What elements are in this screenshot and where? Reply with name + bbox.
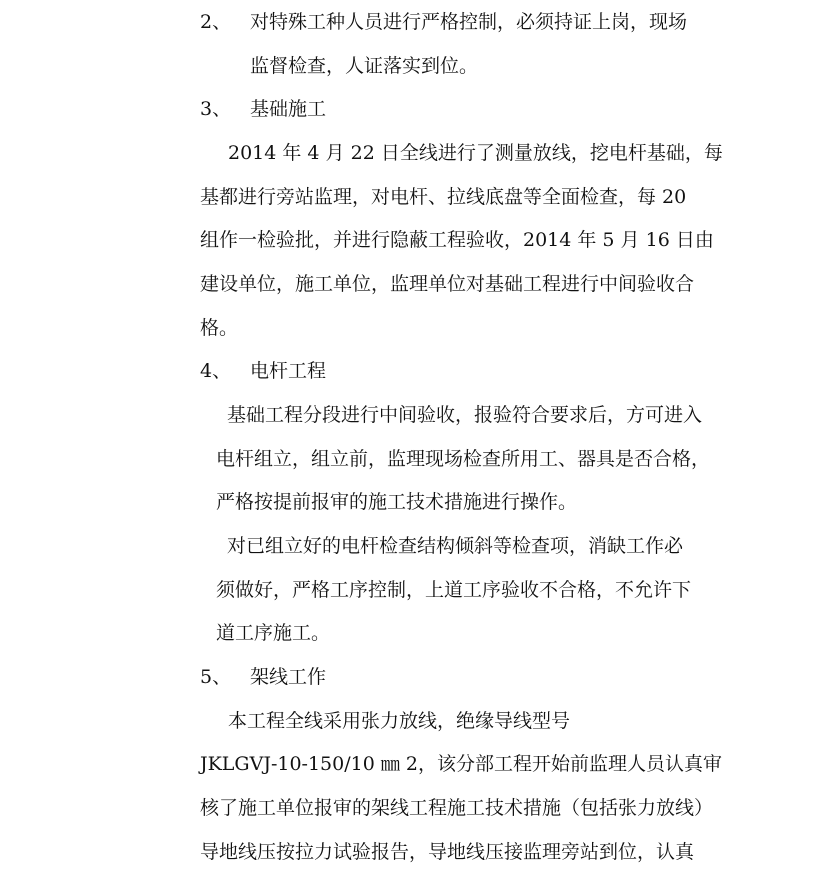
item-3-paragraph-line-3: 组作一检验批，并进行隐蔽工程验收，2014 年 5 月 16 日由	[200, 229, 714, 251]
item-3-heading: 基础施工	[250, 98, 327, 120]
item-3-number: 3、	[200, 98, 232, 120]
item-3-paragraph-line-5: 格。	[200, 317, 239, 339]
item-4-paragraph-2-line-3: 道工序施工。	[216, 622, 331, 644]
item-4-heading: 电杆工程	[250, 360, 327, 382]
item-5-paragraph-line-4: 导地线压按拉力试验报告，导地线压接监理旁站到位，认真	[200, 841, 695, 863]
item-4-paragraph-1-line-2: 电杆组立，组立前，监理现场检查所用工、器具是否合格，	[216, 448, 711, 470]
item-3-paragraph-line-1: 2014 年 4 月 22 日全线进行了测量放线，挖电杆基础，每	[228, 142, 723, 164]
item-4-paragraph-1-line-1: 基础工程分段进行中间验收，报验符合要求后，方可进入	[227, 404, 703, 426]
item-2-line-1: 对特殊工种人员进行严格控制，必须持证上岗，现场	[250, 11, 688, 33]
item-5-heading: 架线工作	[250, 666, 327, 688]
item-3-paragraph-line-2: 基都进行旁站监理，对电杆、拉线底盘等全面检查，每 20	[200, 186, 687, 208]
item-5-number: 5、	[200, 666, 232, 688]
item-3-paragraph-line-4: 建设单位，施工单位，监理单位对基础工程进行中间验收合	[200, 273, 695, 295]
item-2-line-2: 监督检查，人证落实到位。	[250, 55, 479, 77]
item-2-number: 2、	[200, 11, 232, 33]
item-4-number: 4、	[200, 360, 232, 382]
item-5-paragraph-line-2: JKLGVJ-10-150/10 ㎜ 2，该分部工程开始前监理人员认真审	[200, 753, 722, 775]
item-4-paragraph-2-line-2: 须做好，严格工序控制，上道工序验收不合格，不允许下	[216, 579, 692, 601]
item-5-paragraph-line-3: 核了施工单位报审的架线工程施工技术措施（包括张力放线）	[200, 797, 714, 819]
item-4-paragraph-2-line-1: 对已组立好的电杆检查结构倾斜等检查项，消缺工作必	[227, 535, 684, 557]
item-4-paragraph-1-line-3: 严格按提前报审的施工技术措施进行操作。	[216, 491, 578, 513]
item-5-paragraph-line-1: 本工程全线采用张力放线，绝缘导线型号	[228, 710, 571, 732]
